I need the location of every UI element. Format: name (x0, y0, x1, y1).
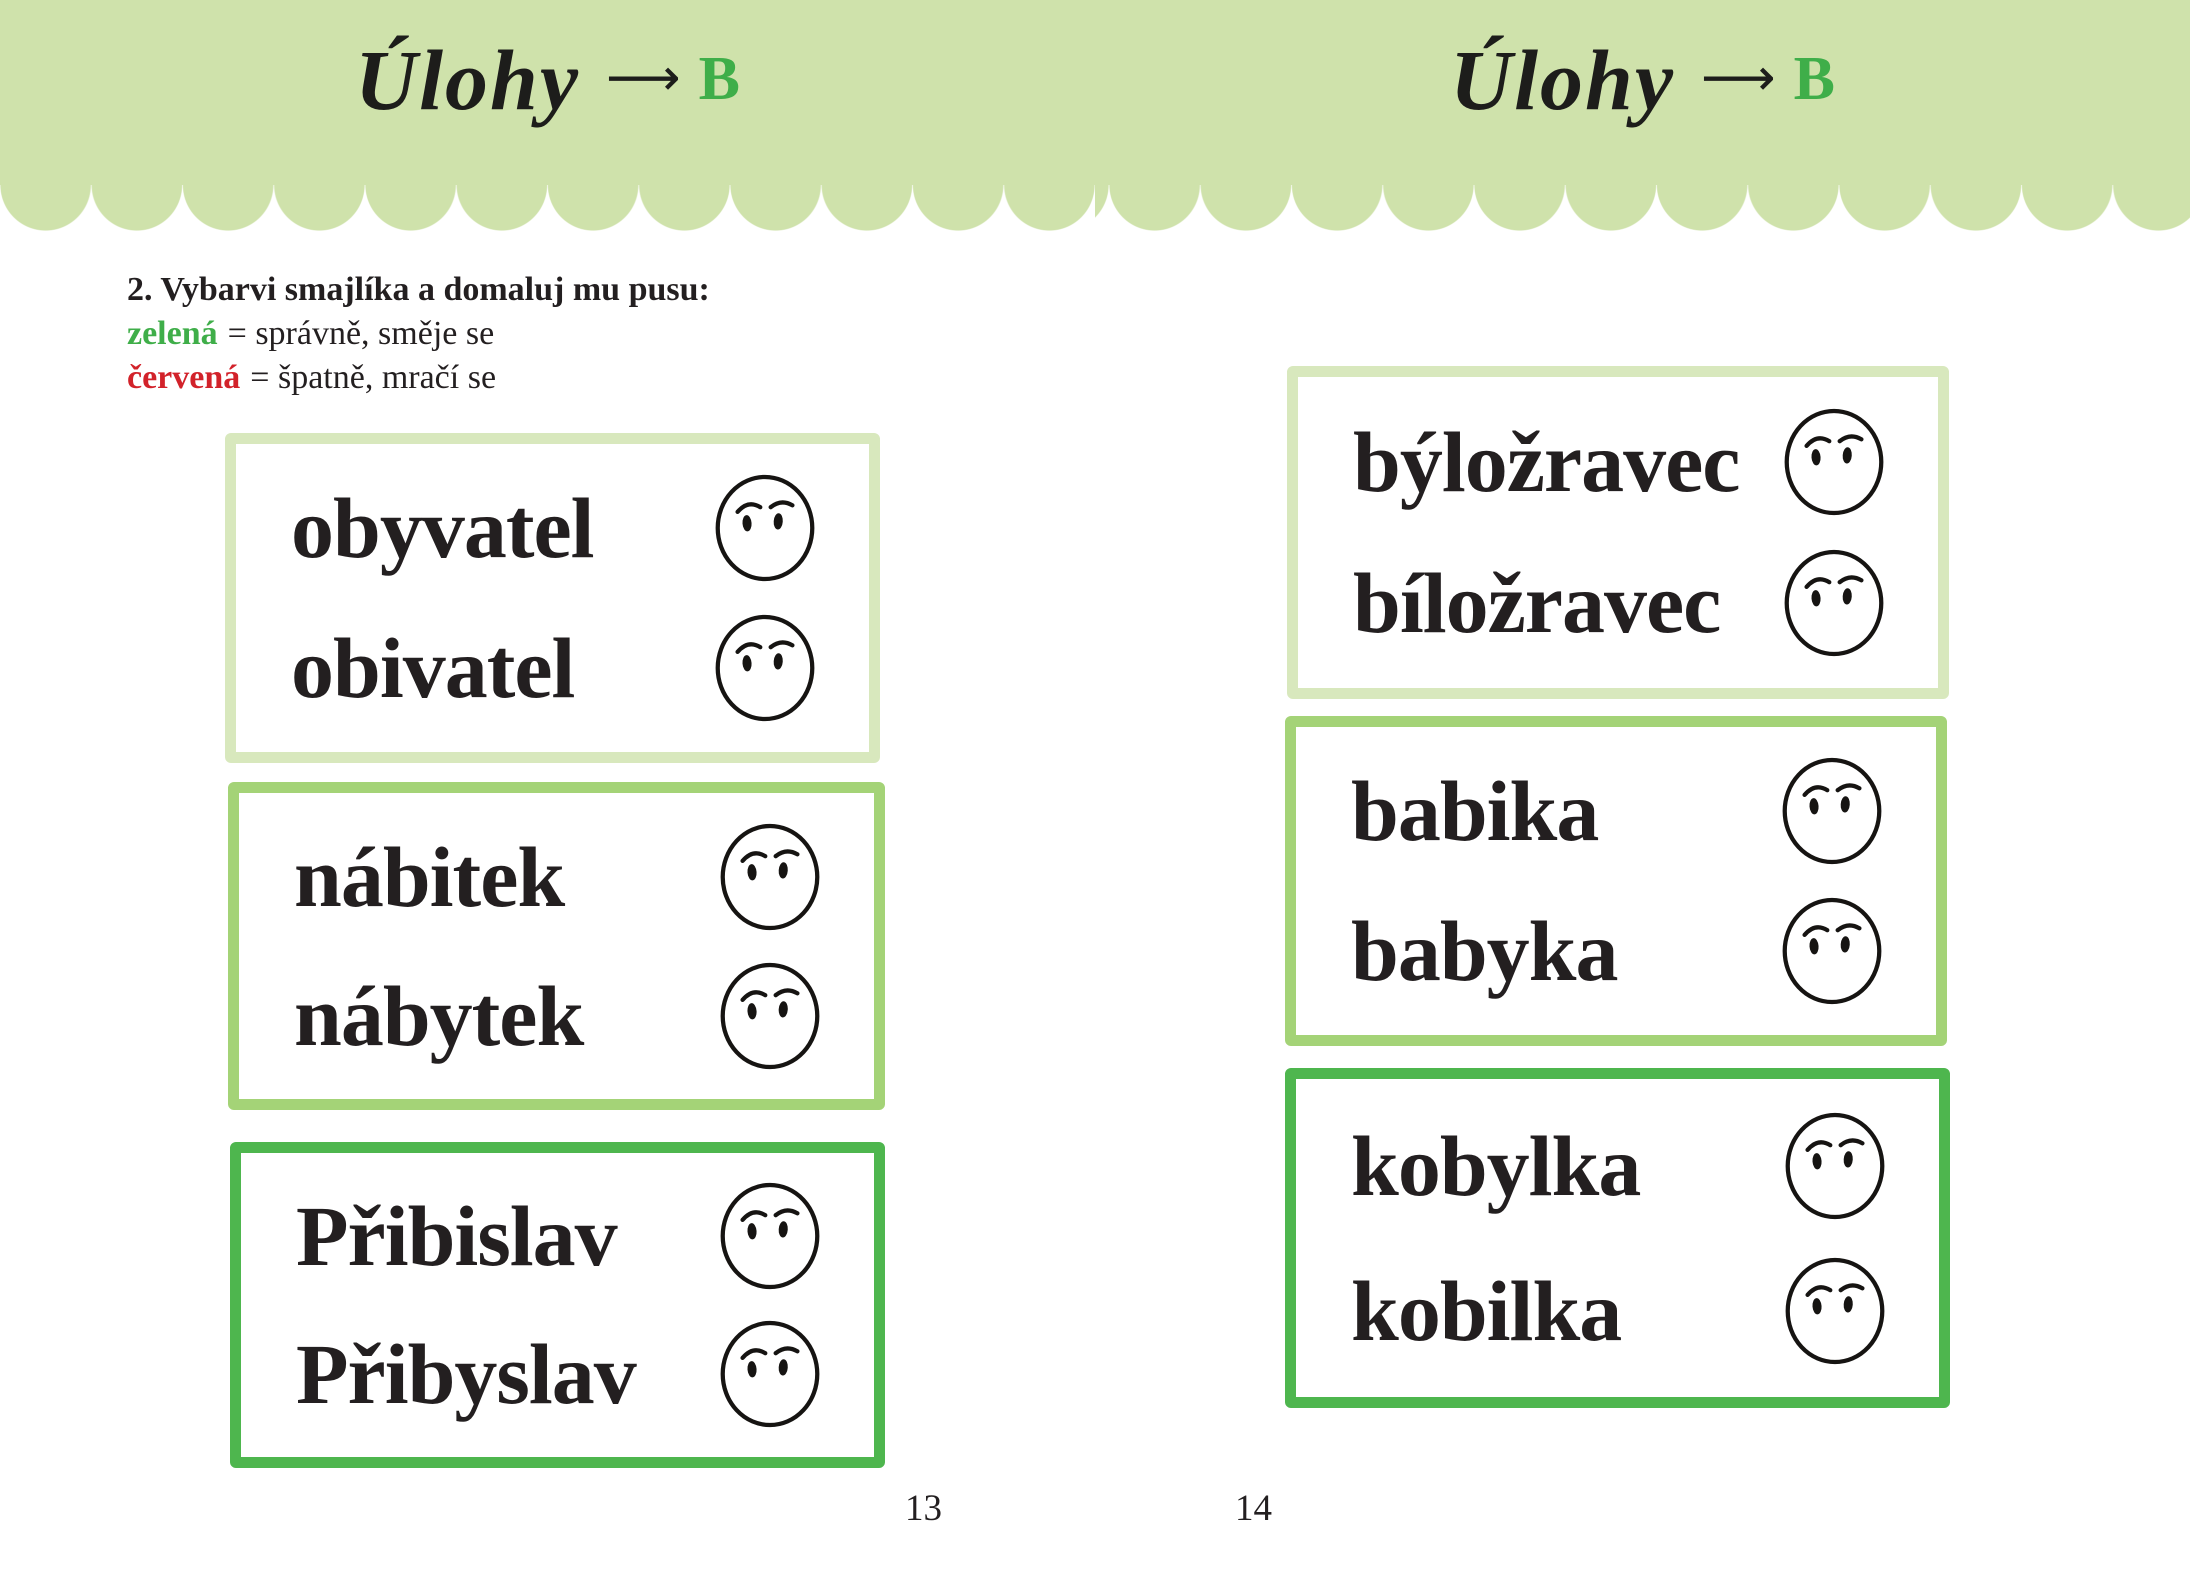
smiley-face-icon (718, 1180, 822, 1292)
word-option: kobilka (1351, 1262, 1622, 1359)
smiley-face-icon (718, 1318, 822, 1430)
smiley-face-icon (1783, 1110, 1887, 1222)
header-band-left (0, 0, 1095, 185)
green-desc: = správně, směje se (227, 315, 495, 352)
smiley-face-icon (713, 472, 817, 584)
word-option: býložravec (1353, 413, 1740, 510)
word-row (236, 612, 869, 724)
word-row (1298, 406, 1938, 518)
header-band-right (1095, 0, 2190, 185)
word-row (239, 960, 874, 1072)
word-row (241, 1180, 874, 1292)
title-letter: B (698, 45, 740, 113)
word-row (236, 472, 869, 584)
page-number-13: 13 (905, 1488, 942, 1529)
word-option: nábytek (294, 967, 584, 1064)
smiley-face-icon (718, 960, 822, 1072)
title-letter: B (1793, 45, 1835, 113)
page-title-right (1095, 30, 2190, 130)
wordbox-bylozravec (1287, 366, 1949, 699)
word-option: babika (1351, 763, 1599, 859)
arrow-icon: ⟶ (606, 48, 681, 108)
word-option: kobylka (1351, 1117, 1641, 1214)
smiley-face-icon (718, 821, 822, 933)
word-row (241, 1318, 874, 1430)
page-title-left (0, 30, 1095, 130)
title-script: Úlohy (1450, 32, 1676, 128)
word-option: Přibislav (296, 1188, 617, 1284)
word-option: bíložravec (1353, 555, 1721, 652)
smiley-face-icon (1780, 895, 1884, 1007)
word-row (1296, 895, 1936, 1007)
word-option: nábitek (294, 828, 565, 925)
word-row (1296, 755, 1936, 867)
word-row (1296, 1110, 1939, 1222)
word-row (239, 821, 874, 933)
title-script: Úlohy (355, 32, 581, 128)
wordbox-obyvatel (225, 433, 880, 763)
red-desc: = špatně, mračí se (250, 359, 497, 396)
task-instructions (127, 268, 710, 400)
green-term: zelená (127, 315, 218, 352)
word-row (1298, 547, 1938, 659)
instruction-red-line (127, 356, 710, 400)
word-row (1296, 1255, 1939, 1367)
instruction-heading: 2. Vybarvi smajlíka a domaluj mu pusu: (127, 271, 710, 308)
word-option: obyvatel (291, 480, 594, 576)
smiley-face-icon (1782, 547, 1886, 659)
word-option: babyka (1351, 903, 1618, 999)
wordbox-nabytek (228, 782, 885, 1110)
wordbox-kobylka (1285, 1068, 1950, 1408)
smiley-face-icon (1783, 1255, 1887, 1367)
page-number-14: 14 (1235, 1488, 1272, 1529)
smiley-face-icon (713, 612, 817, 724)
arrow-icon: ⟶ (1701, 48, 1776, 108)
red-term: červená (127, 359, 241, 396)
instruction-green-line (127, 312, 710, 356)
page-14 (1095, 0, 2190, 1590)
word-option: Přibyslav (296, 1326, 636, 1422)
wordbox-pribyslav (230, 1142, 885, 1468)
smiley-face-icon (1782, 406, 1886, 518)
word-option: obivatel (291, 620, 575, 716)
smiley-face-icon (1780, 755, 1884, 867)
wordbox-babyka (1285, 716, 1947, 1046)
